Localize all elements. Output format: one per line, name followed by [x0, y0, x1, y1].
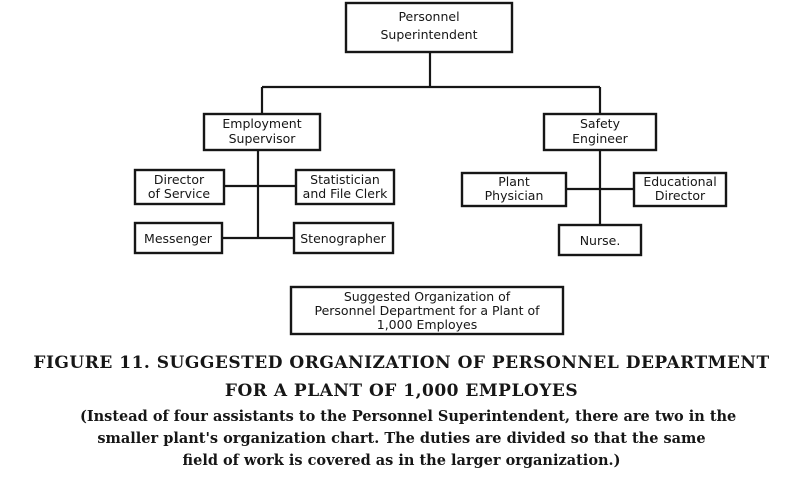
- node-director-of-service: [135, 170, 224, 204]
- figure-subtitle: FOR A PLANT OF 1,000 EMPLOYES: [224, 381, 579, 401]
- figure-note-line: smaller plant's organization chart. The duties are divided so that the same: [97, 430, 706, 447]
- node-line: and File Clerk: [302, 186, 388, 201]
- diagram-legend-box: [291, 287, 563, 334]
- node-line: Educational: [643, 174, 717, 189]
- node-line: Messenger: [144, 231, 212, 246]
- node-nurse: [559, 225, 641, 255]
- node-line: Supervisor: [228, 131, 296, 146]
- legend-line: Personnel Department for a Plant of: [314, 303, 540, 318]
- node-line: Director: [654, 188, 706, 203]
- node-line: Engineer: [572, 131, 628, 146]
- node-line: of Service: [147, 186, 211, 201]
- figure-note: [80, 406, 737, 472]
- node-safety-engineer: [544, 114, 656, 150]
- node-messenger: [135, 223, 222, 253]
- legend-line: Suggested Organization of: [343, 289, 511, 304]
- node-statistician-file-clerk: [296, 170, 394, 204]
- node-line: Stenographer: [300, 231, 386, 246]
- legend-line: 1,000 Employes: [376, 317, 478, 332]
- node-line: Plant: [498, 174, 530, 189]
- figure-title: FIGURE 11. SUGGESTED ORGANIZATION OF PERSONNEL DEPARTMENT: [33, 353, 770, 373]
- node-stenographer: [294, 223, 393, 253]
- node-line: Statistician: [310, 172, 380, 187]
- node-line: Safety: [580, 116, 620, 131]
- node-personnel-superintendent: [346, 3, 512, 52]
- node-line: Physician: [484, 188, 544, 203]
- node-plant-physician: [462, 173, 566, 206]
- node-line: Employment: [222, 116, 302, 131]
- node-employment-supervisor: [204, 114, 320, 150]
- node-educational-director: [634, 173, 726, 206]
- node-line: Personnel: [398, 9, 460, 24]
- node-line: Nurse.: [579, 233, 621, 248]
- figure-note-line: (Instead of four assistants to the Personnel Superintendent, there are two in the: [80, 408, 737, 425]
- node-line: Director: [153, 172, 205, 187]
- node-line: Superintendent: [380, 27, 478, 42]
- figure-note-line: field of work is covered as in the larger organization.): [182, 452, 621, 469]
